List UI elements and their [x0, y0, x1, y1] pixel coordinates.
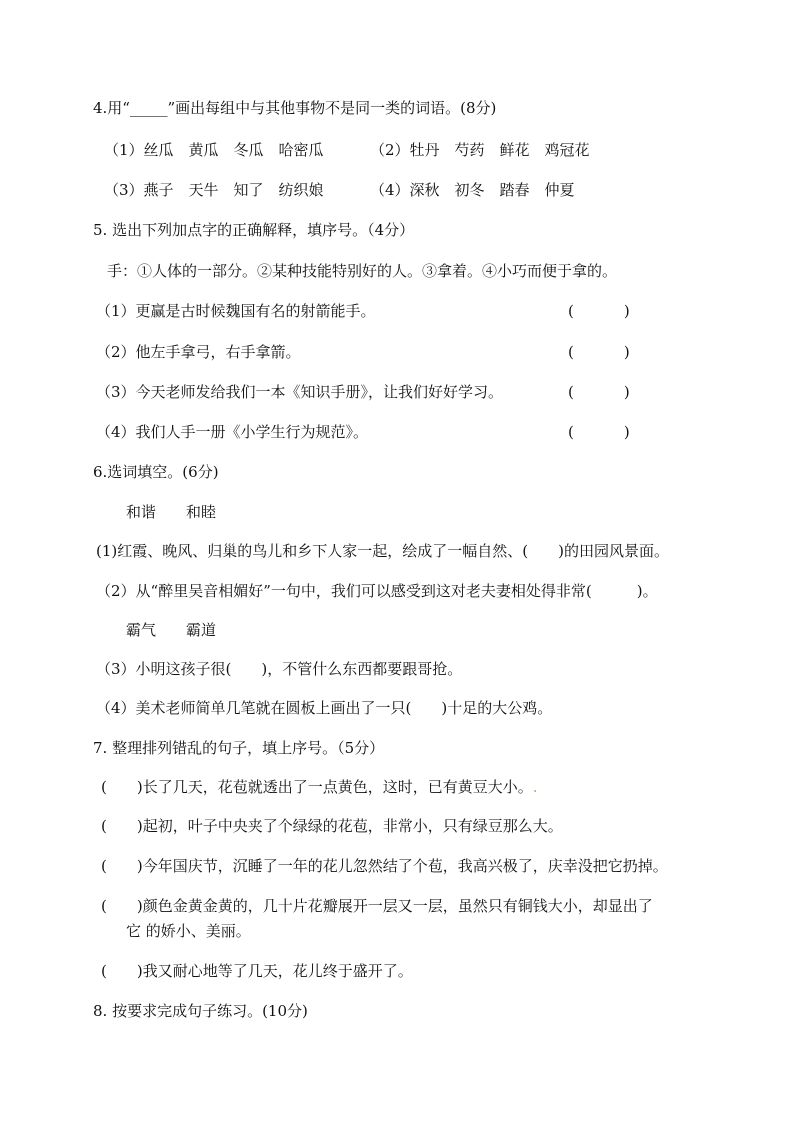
q7-line-4[interactable]: ( )颜色金黄金黄的，几十片花瓣展开一层又一层，虽然只有铜钱大小，却显出了: [101, 897, 653, 915]
q6-word-choices-1: 和谐 和睦: [126, 503, 217, 521]
q4-title-blank: _____: [129, 99, 168, 117]
q4-group-1: （1）丝瓜 黄瓜 冬瓜 哈密瓜: [104, 141, 324, 159]
q6-title: 6.选词填空。(6分): [93, 463, 219, 481]
q4-title-pre: 4.用“: [93, 99, 130, 117]
q7-line-3[interactable]: ( )今年国庆节，沉睡了一年的花儿忽然结了个苞，我高兴极了，庆幸没把它扔掉。: [101, 857, 668, 875]
q6-sentence-1[interactable]: (1)红霞、晚风、归巢的鸟儿和乡下人家一起，绘成了一幅自然、( )的田园风景面。: [96, 542, 669, 560]
q6-sentence-3[interactable]: （3）小明这孩子很( )，不管什么东西都要跟哥抢。: [96, 660, 463, 678]
q5-item-3: （3）今天老师发给我们一本《知识手册》，让我们好好学习。: [96, 383, 504, 401]
q6-sentence-2[interactable]: （2）从“醉里吴音相媚好”一句中，我们可以感受到这对老夫妻相处得非常( )。: [96, 582, 658, 600]
q5-answer-3[interactable]: ( ): [568, 383, 630, 401]
q7-line-4-continued: 它 的娇小、美丽。: [126, 922, 251, 940]
q5-answer-4[interactable]: ( ): [568, 423, 630, 441]
stray-dot: .: [532, 778, 538, 796]
q6-sentence-4[interactable]: （4）美术老师简单几笔就在圆板上画出了一只( )十足的大公鸡。: [96, 699, 553, 717]
q8-title: 8. 按要求完成句子练习。(10分): [93, 1002, 308, 1020]
q5-title: 5. 选出下列加点字的正确解释，填序号。（4分）: [93, 221, 415, 239]
q4-title: [93, 98, 496, 118]
q4-group-3: （3）燕子 天牛 知了 纺织娘: [104, 181, 324, 199]
q5-answer-1[interactable]: ( ): [568, 302, 630, 320]
q5-meanings: 手：①人体的一部分。②某种技能特别好的人。③拿着。④小巧而便于拿的。: [107, 262, 618, 280]
q7-line-5[interactable]: ( )我又耐心地等了几天，花儿终于盛开了。: [101, 962, 413, 980]
q4-title-post: ”画出每组中与其他事物不是同一类的词语。(8分): [167, 99, 497, 117]
q7-line-1[interactable]: ( )长了几天，花苞就透出了一点黄色，这时，已有黄豆大小。.: [101, 778, 538, 796]
q5-item-4: （4）我们人手一册《小学生行为规范》。: [96, 423, 369, 441]
q4-group-2: （2）牡丹 芍药 鲜花 鸡冠花: [370, 141, 590, 159]
q6-word-choices-2: 霸气 霸道: [126, 621, 217, 639]
q5-answer-2[interactable]: ( ): [568, 343, 630, 361]
q5-item-2: （2）他左手拿弓，右手拿箭。: [96, 343, 301, 361]
q7-title: 7. 整理排列错乱的句子，填上序号。（5分）: [93, 739, 385, 757]
q4-group-4: （4）深秋 初冬 踏春 仲夏: [370, 181, 575, 199]
q5-item-1: （1）更赢是古时候魏国有名的射箭能手。: [96, 302, 376, 320]
q7-line-2[interactable]: ( )起初，叶子中央夹了个绿绿的花苞，非常小，只有绿豆那么大。: [101, 817, 563, 835]
